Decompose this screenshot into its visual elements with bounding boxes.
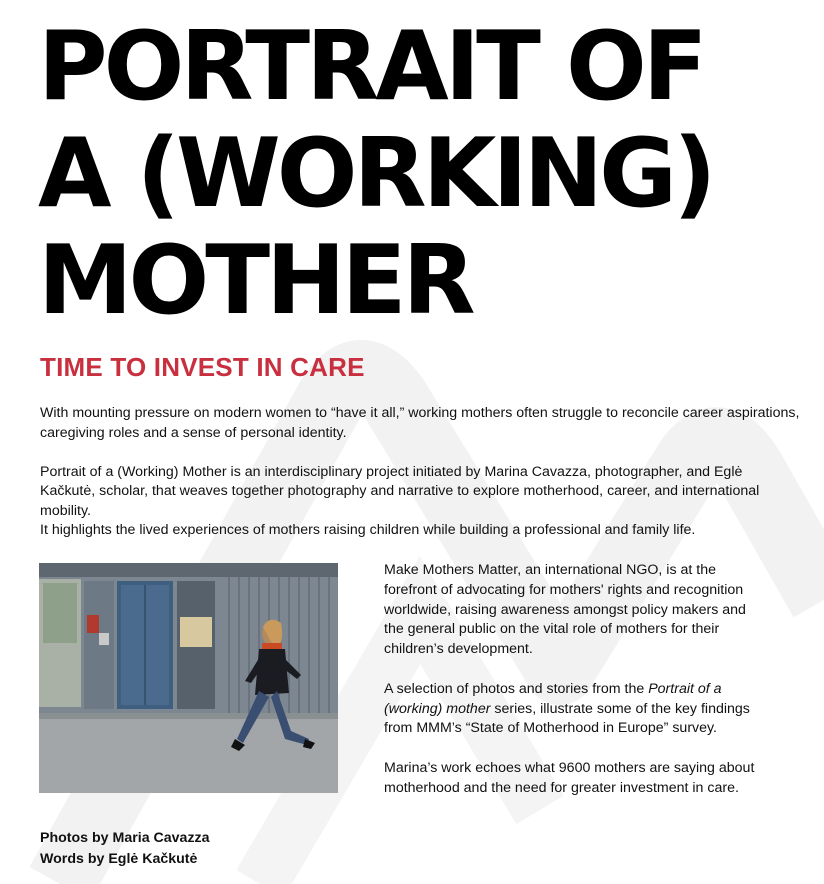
mmm-paragraph: Make Mothers Matter, an international NGO, is at the forefront of advocating for mothers' rights and recognition worldwide, raising awareness amongst policy makers and the general public on the vital role of mothers for their children’s development.: [384, 562, 746, 658]
photo-credit: Photos by Maria Cavazza: [40, 830, 210, 846]
credits: [40, 828, 210, 870]
page-title: [38, 14, 713, 335]
title-line-1: PORTRAIT OF: [38, 12, 704, 122]
intro-paragraph-1: With mounting pressure on modern women to “have it all,” working mothers often struggle to reconcile career aspirations, caregiving roles and a sense of personal identity.: [40, 405, 800, 441]
selection-text-start: A selection of photos and stories from the: [384, 680, 649, 697]
right-column-text: [384, 561, 764, 818]
words-credit: Words by Eglė Kačkutė: [40, 851, 198, 867]
series-title: Portrait of a (working) mother: [384, 680, 722, 717]
title-line-3: MOTHER: [38, 226, 472, 336]
title-line-2: A (WORKING): [38, 119, 713, 229]
intro-text: [40, 404, 800, 560]
echo-paragraph: Marina’s work echoes what 9600 mothers are saying about motherhood and the need for greater investment in care.: [384, 759, 755, 796]
intro-paragraph-2: Portrait of a (Working) Mother is an interdisciplinary project initiated by Marina Cavazza, photographer, and Eglė Kačkutė, scholar, that weaves together photography and narrative to explore motherhood, career, and international mobility.: [40, 463, 760, 519]
selection-paragraph: [384, 680, 764, 739]
selection-text-end: series, illustrate some of the key findings from MMM’s “State of Motherhood in Europe” survey.: [384, 700, 750, 737]
photo-running-mother: [39, 563, 338, 793]
subtitle: TIME TO INVEST IN CARE: [40, 352, 365, 382]
intro-paragraph-3: It highlights the lived experiences of mothers raising children while building a professional and family life.: [40, 522, 696, 538]
